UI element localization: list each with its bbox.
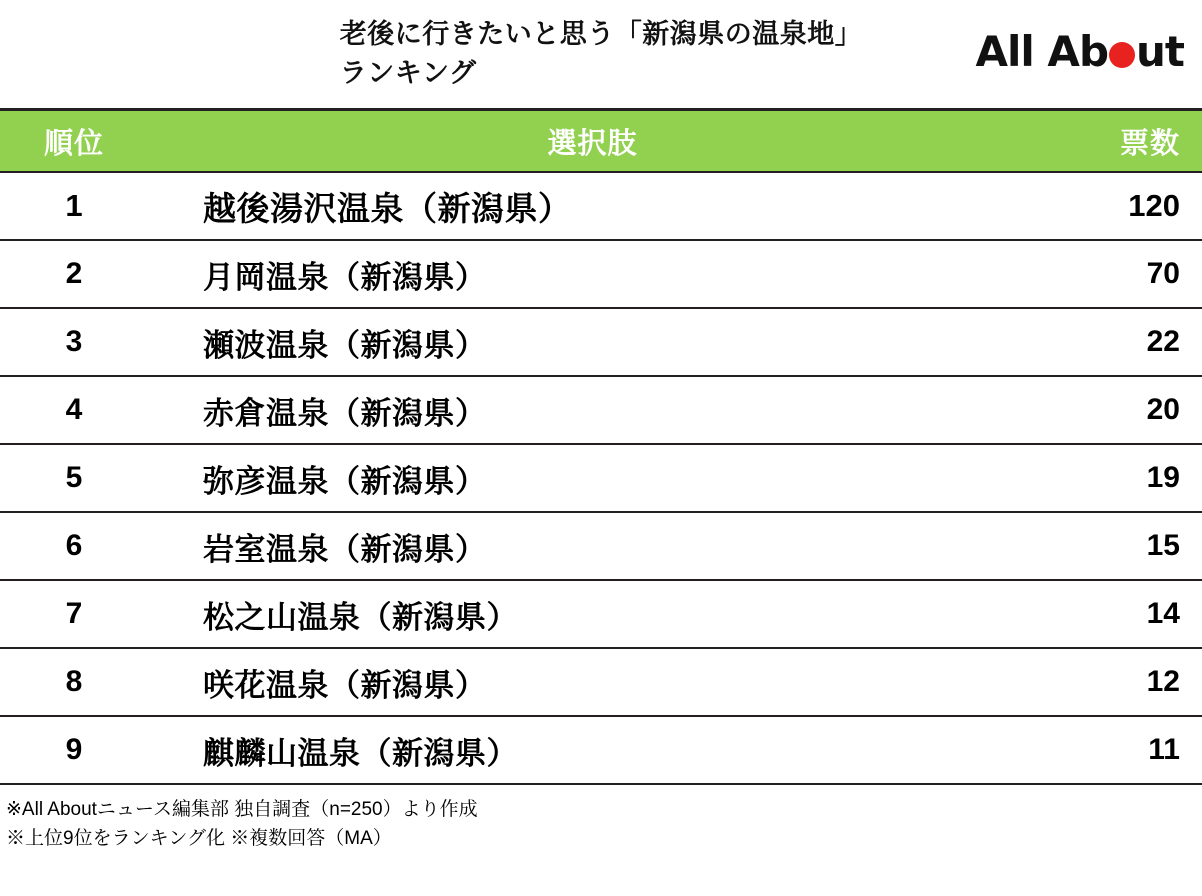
votes-value: 11 (1148, 733, 1180, 766)
rank-value: 9 (65, 733, 83, 766)
votes-value: 14 (1146, 597, 1180, 630)
table-row (0, 649, 1202, 717)
header (0, 0, 1202, 108)
choice-value: 松之山温泉（新潟県） (203, 599, 518, 635)
page-title-line2: ランキング (339, 58, 477, 88)
table-row (0, 377, 1202, 445)
allabout-logo (969, 26, 1184, 78)
logo-text-part1: All Ab (975, 27, 1109, 76)
rank-value: 3 (65, 325, 83, 358)
footnotes (0, 785, 1202, 854)
logo-text (975, 27, 1184, 76)
rank-value: 1 (65, 188, 83, 223)
table-row (0, 581, 1202, 649)
votes-value: 15 (1146, 529, 1180, 562)
choice-value: 咲花温泉（新潟県） (203, 667, 487, 703)
rank-value: 6 (65, 529, 83, 562)
choice-value: 赤倉温泉（新潟県） (203, 395, 487, 431)
page-title (340, 15, 863, 93)
rank-value: 4 (65, 393, 83, 426)
column-header-rank: 順位 (43, 127, 104, 160)
votes-value: 22 (1146, 325, 1180, 358)
page-title-line1: 老後に行きたいと思う「新潟県の温泉地」 (339, 18, 863, 49)
votes-value: 120 (1128, 188, 1180, 223)
choice-value: 弥彦温泉（新潟県） (203, 463, 487, 499)
table-header-row (0, 111, 1202, 173)
ranking-table (0, 108, 1202, 785)
table-row (0, 309, 1202, 377)
table-row (0, 513, 1202, 581)
column-header-votes: 票数 (1119, 127, 1180, 160)
table-row (0, 717, 1202, 785)
logo-text-part2: ut (1136, 27, 1184, 76)
column-header-choice: 選択肢 (547, 127, 638, 160)
choice-value: 越後湯沢温泉（新潟県） (203, 189, 572, 227)
choice-value: 麒麟山温泉（新潟県） (203, 735, 518, 771)
table-row (0, 173, 1202, 241)
choice-value: 月岡温泉（新潟県） (203, 259, 487, 295)
rank-value: 7 (65, 597, 83, 630)
votes-value: 20 (1146, 393, 1180, 426)
votes-value: 12 (1146, 665, 1180, 698)
choice-value: 岩室温泉（新潟県） (203, 531, 487, 567)
votes-value: 19 (1146, 461, 1180, 494)
footnote-source: ※All Aboutニュース編集部 独自調査（n=250）より作成 (6, 799, 478, 820)
logo-dot-icon (1109, 42, 1135, 68)
table-row (0, 241, 1202, 309)
footnote-method: ※上位9位をランキング化 ※複数回答（MA） (6, 828, 392, 850)
rank-value: 2 (65, 257, 83, 290)
rank-value: 5 (65, 461, 83, 494)
table-row (0, 445, 1202, 513)
rank-value: 8 (65, 665, 83, 698)
choice-value: 瀬波温泉（新潟県） (203, 327, 487, 363)
votes-value: 70 (1146, 257, 1180, 290)
